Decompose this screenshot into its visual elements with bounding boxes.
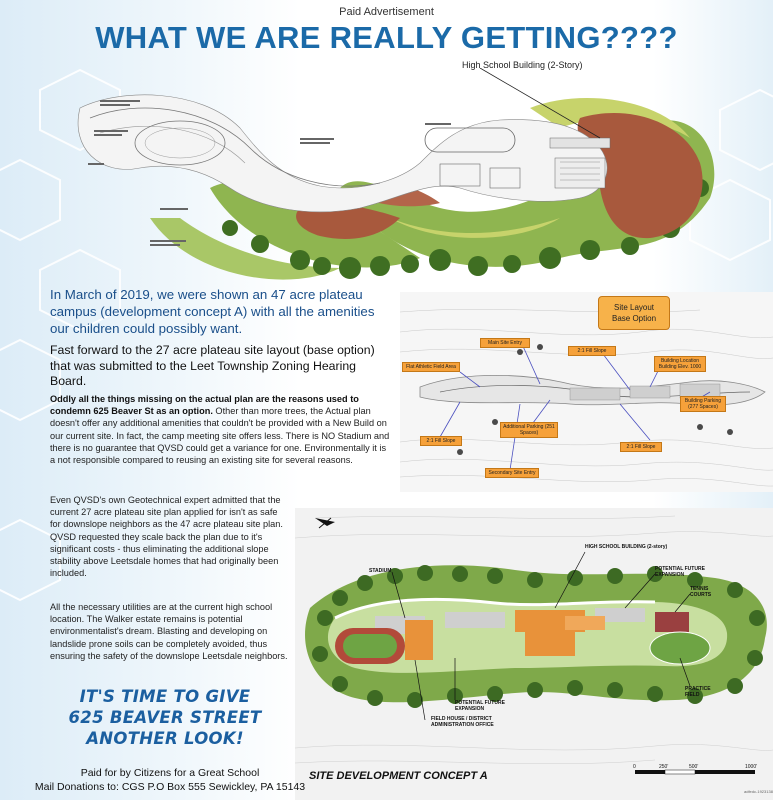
site-layout-title-line2: Base Option [611, 314, 657, 323]
call-to-action [60, 686, 270, 749]
scale-label-500: 500' [689, 764, 699, 770]
high-school-building-label: High School Building (2-Story) [462, 60, 583, 70]
geotechnical-paragraph: Even QVSD's own Geotechnical expert admitted that the current 27 acre plateau site plan applied for isn't as safe for downslope neighbors as the 47 acre plateau site plan. QVSD requested they scale back the plan due to it's significant costs - thus eliminating the additional slope stability above Leetsdale homes that had originally been included. [50, 495, 283, 579]
concept-a-title: SITE DEVELOPMENT CONCEPT A [309, 770, 488, 782]
label-stadium: STADIUM [369, 568, 392, 574]
callout-fill-slope-top: 2:1 Fill Slope [568, 346, 616, 356]
plateau-campus-site-plan [60, 68, 720, 293]
paid-for-by-footer [0, 766, 340, 794]
callout-fill-slope-left: 2:1 Fill Slope [420, 436, 462, 446]
site-layout-title-line1: Site Layout [613, 303, 655, 312]
ad-code: adfedc-1923138 [744, 789, 773, 794]
label-tennis-courts: TENNIS COURTS [690, 586, 712, 598]
cta-line-1: IT'S TIME TO GIVE [79, 687, 251, 706]
paid-by-line: Paid for by Citizens for a Great School [80, 767, 260, 779]
site-development-concept-a-map [295, 508, 773, 800]
utilities-paragraph: All the necessary utilities are at the current high school location. The Walker estate remains is potential environmentalist's dream. Blasting and developing on landslide prone soils can be completely avoided, thus ensuring the safety of the downslope Leetsdale neighbors. [50, 602, 288, 661]
callout-building-parking: Building Parking (277 Spaces) [680, 396, 726, 412]
label-future-expansion-top: POTENTIAL FUTURE EXPANSION [655, 566, 705, 578]
callout-additional-parking: Additional Parking (251 Spaces) [500, 422, 558, 438]
base-option-site-layout-map [400, 292, 773, 492]
callout-flat-athletic-field: Flat Athletic Field Area [402, 362, 460, 372]
callout-fill-slope-right: 2:1 Fill Slope [620, 442, 662, 452]
missing-amenities-rest: Other than more trees, the Actual plan doesn't offer any additional amenities that couldn't be provided with a New Build on our current site. In fact, the camp meeting site offers less. There is NO Stadium and there is no guarantee that QVSD could get a variance for one. Environmentally it is a not responsible compared to reusing an existing site for several reasons. [50, 406, 390, 466]
base-option-paragraph: Fast forward to the 27 acre plateau site layout (base option) that was submitted to the Leet Township Zoning Hearing Board. [50, 343, 375, 388]
label-future-expansion-bottom: POTENTIAL FUTURE EXPANSION [455, 700, 505, 712]
paid-advertisement-label: Paid Advertisement [339, 6, 434, 18]
label-field-house: FIELD HOUSE / DISTRICT ADMINISTRATION OFFICE [431, 716, 494, 728]
label-high-school-building: HIGH SCHOOL BUILDING (2-story) [585, 544, 668, 550]
cta-line-2: 625 BEAVER STREET [68, 708, 262, 727]
intro-paragraph: In March of 2019, we were shown an 47 acre plateau campus (development concept A) with all the amenities our children could possibly want. [50, 287, 375, 336]
scale-label-1000: 1000' [745, 764, 758, 770]
page-headline: WHAT WE ARE REALLY GETTING???? [95, 20, 678, 55]
scale-label-0: 0 [633, 764, 636, 770]
callout-building-location: Building Location Building Elev. 1000 [654, 356, 706, 372]
callout-secondary-site-entry: Secondary Site Entry [485, 468, 539, 478]
mail-donations-line: Mail Donations to: CGS P.O Box 555 Sewickley, PA 15143 [34, 781, 306, 793]
label-practice-field: PRACTICE FIELD [685, 686, 711, 698]
site-layout-base-option-title [598, 296, 670, 330]
scale-label-250: 250' [659, 764, 669, 770]
cta-line-3: ANOTHER LOOK! [86, 729, 244, 748]
callout-main-site-entry: Main Site Entry [480, 338, 530, 348]
missing-amenities-bold: Oddly all the things missing on the actual plan are the reasons used to condemn 625 Beaver St as an option. [50, 394, 359, 417]
missing-amenities-paragraph [50, 393, 390, 466]
